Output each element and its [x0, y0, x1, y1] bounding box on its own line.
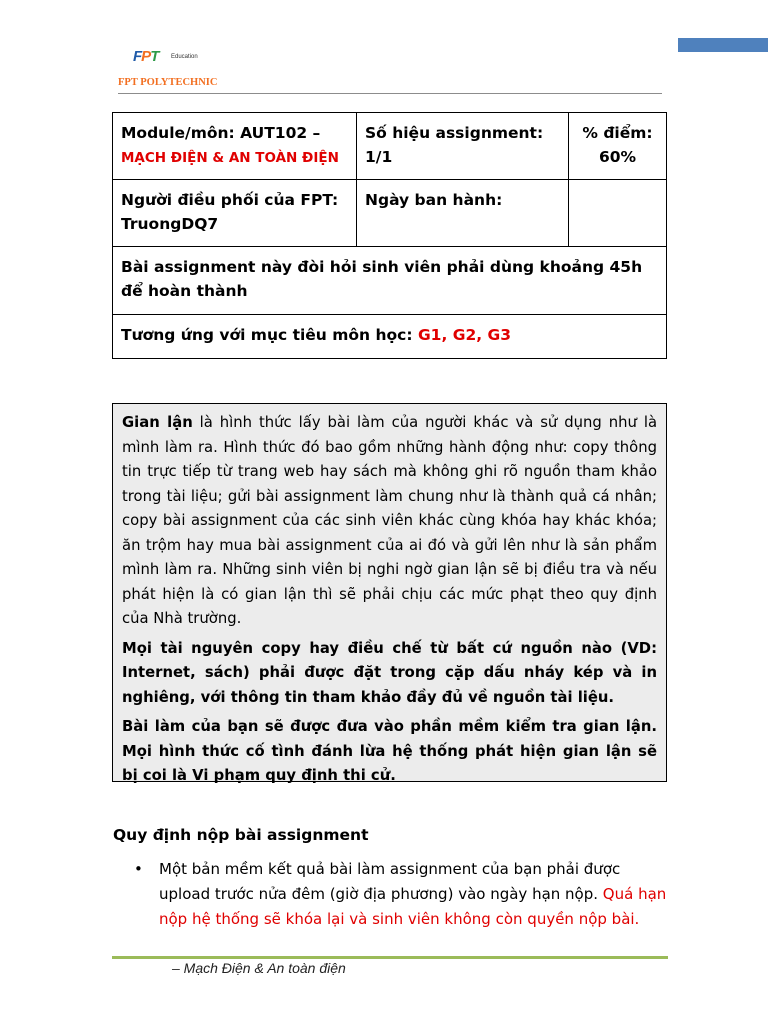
module-cell: [113, 113, 357, 180]
footer-divider: [112, 956, 668, 959]
footer-text: – Mạch Điện & An toàn điện: [172, 960, 346, 976]
header-accent-bar: [678, 38, 768, 52]
goals-cell: [113, 315, 667, 359]
notice-paragraph-1: [122, 411, 657, 632]
notice-term: Gian lận: [122, 414, 193, 431]
duration-cell: Bài assignment này đòi hỏi sinh viên phải dùng khoảng 45h để hoàn thành: [113, 247, 667, 315]
header-divider: [118, 93, 662, 94]
assignment-number-cell: Số hiệu assignment: 1/1: [357, 113, 569, 180]
fpt-logo: [118, 48, 238, 88]
fpt-logo-mark: FPT: [133, 48, 159, 65]
notice-paragraph-3: Bài làm của bạn sẽ được đưa vào phần mềm kiểm tra gian lận. Mọi hình thức cố tình đánh lừa hệ thống phát hiện gian lận sẽ bị coi là Vi phạm quy định thi cử.: [122, 718, 657, 784]
goals-value: G1, G2, G3: [417, 326, 512, 344]
issue-date-value-cell: [569, 180, 667, 247]
logo-polytechnic-label: FPT POLYTECHNIC: [118, 77, 218, 88]
plagiarism-notice: [112, 403, 667, 782]
coordinator-cell: Người điều phối của FPT: TruongDQ7: [113, 180, 357, 247]
issue-date-cell: Ngày ban hành:: [357, 180, 569, 247]
bullet-dot-icon: •: [134, 860, 143, 878]
notice-paragraph-1-text: là hình thức lấy bài làm của người khác và sử dụng như là mình làm ra. Hình thức đó bao gồm những hành động như: copy thông tin trực tiếp từ trang web hay sách mà không ghi rõ nguồn tham khảo trong tài liệu; gửi bài assignment làm chung như là thành quả cá nhân; copy bài assignment của các sinh viên khác cùng khóa hay khác khóa; ăn trộm hay mua bài assignment của ai đó và gửi lên như là sản phẩm mình làm ra. Những sinh viên bị nghi ngờ gian lận sẽ bị điều tra và nếu phát hiện là có gian lận thì sẽ phải chịu các mức phạt theo quy định của Nhà trường.: [122, 414, 658, 627]
goals-label: Tương ứng với mục tiêu môn học:: [121, 326, 418, 344]
bullet-text-block: [159, 857, 667, 932]
submission-title: Quy định nộp bài assignment: [113, 826, 369, 844]
assignment-info-table: [112, 112, 667, 359]
bullet-warning-text: Quá hạn nộp hệ thống sẽ khóa lại và sinh viên không còn quyền nộp bài.: [159, 885, 667, 928]
module-name: MẠCH ĐIỆN & AN TOÀN ĐIỆN: [121, 150, 339, 166]
bullet-text: Một bản mềm kết quả bài làm assignment của bạn phải được upload trước nửa đêm (giờ địa phương) vào ngày hạn nộp.: [159, 860, 621, 903]
logo-education-label: Education: [171, 54, 198, 60]
percent-cell: % điểm: 60%: [569, 113, 667, 180]
module-label: Module/môn: AUT102 –: [121, 124, 321, 142]
notice-paragraph-2: Mọi tài nguyên copy hay điều chế từ bất cứ nguồn nào (VD: Internet, sách) phải được đặt trong cặp dấu nháy kép và in nghiêng, với thông tin tham khảo đầy đủ về nguồn tài liệu.: [122, 639, 657, 706]
